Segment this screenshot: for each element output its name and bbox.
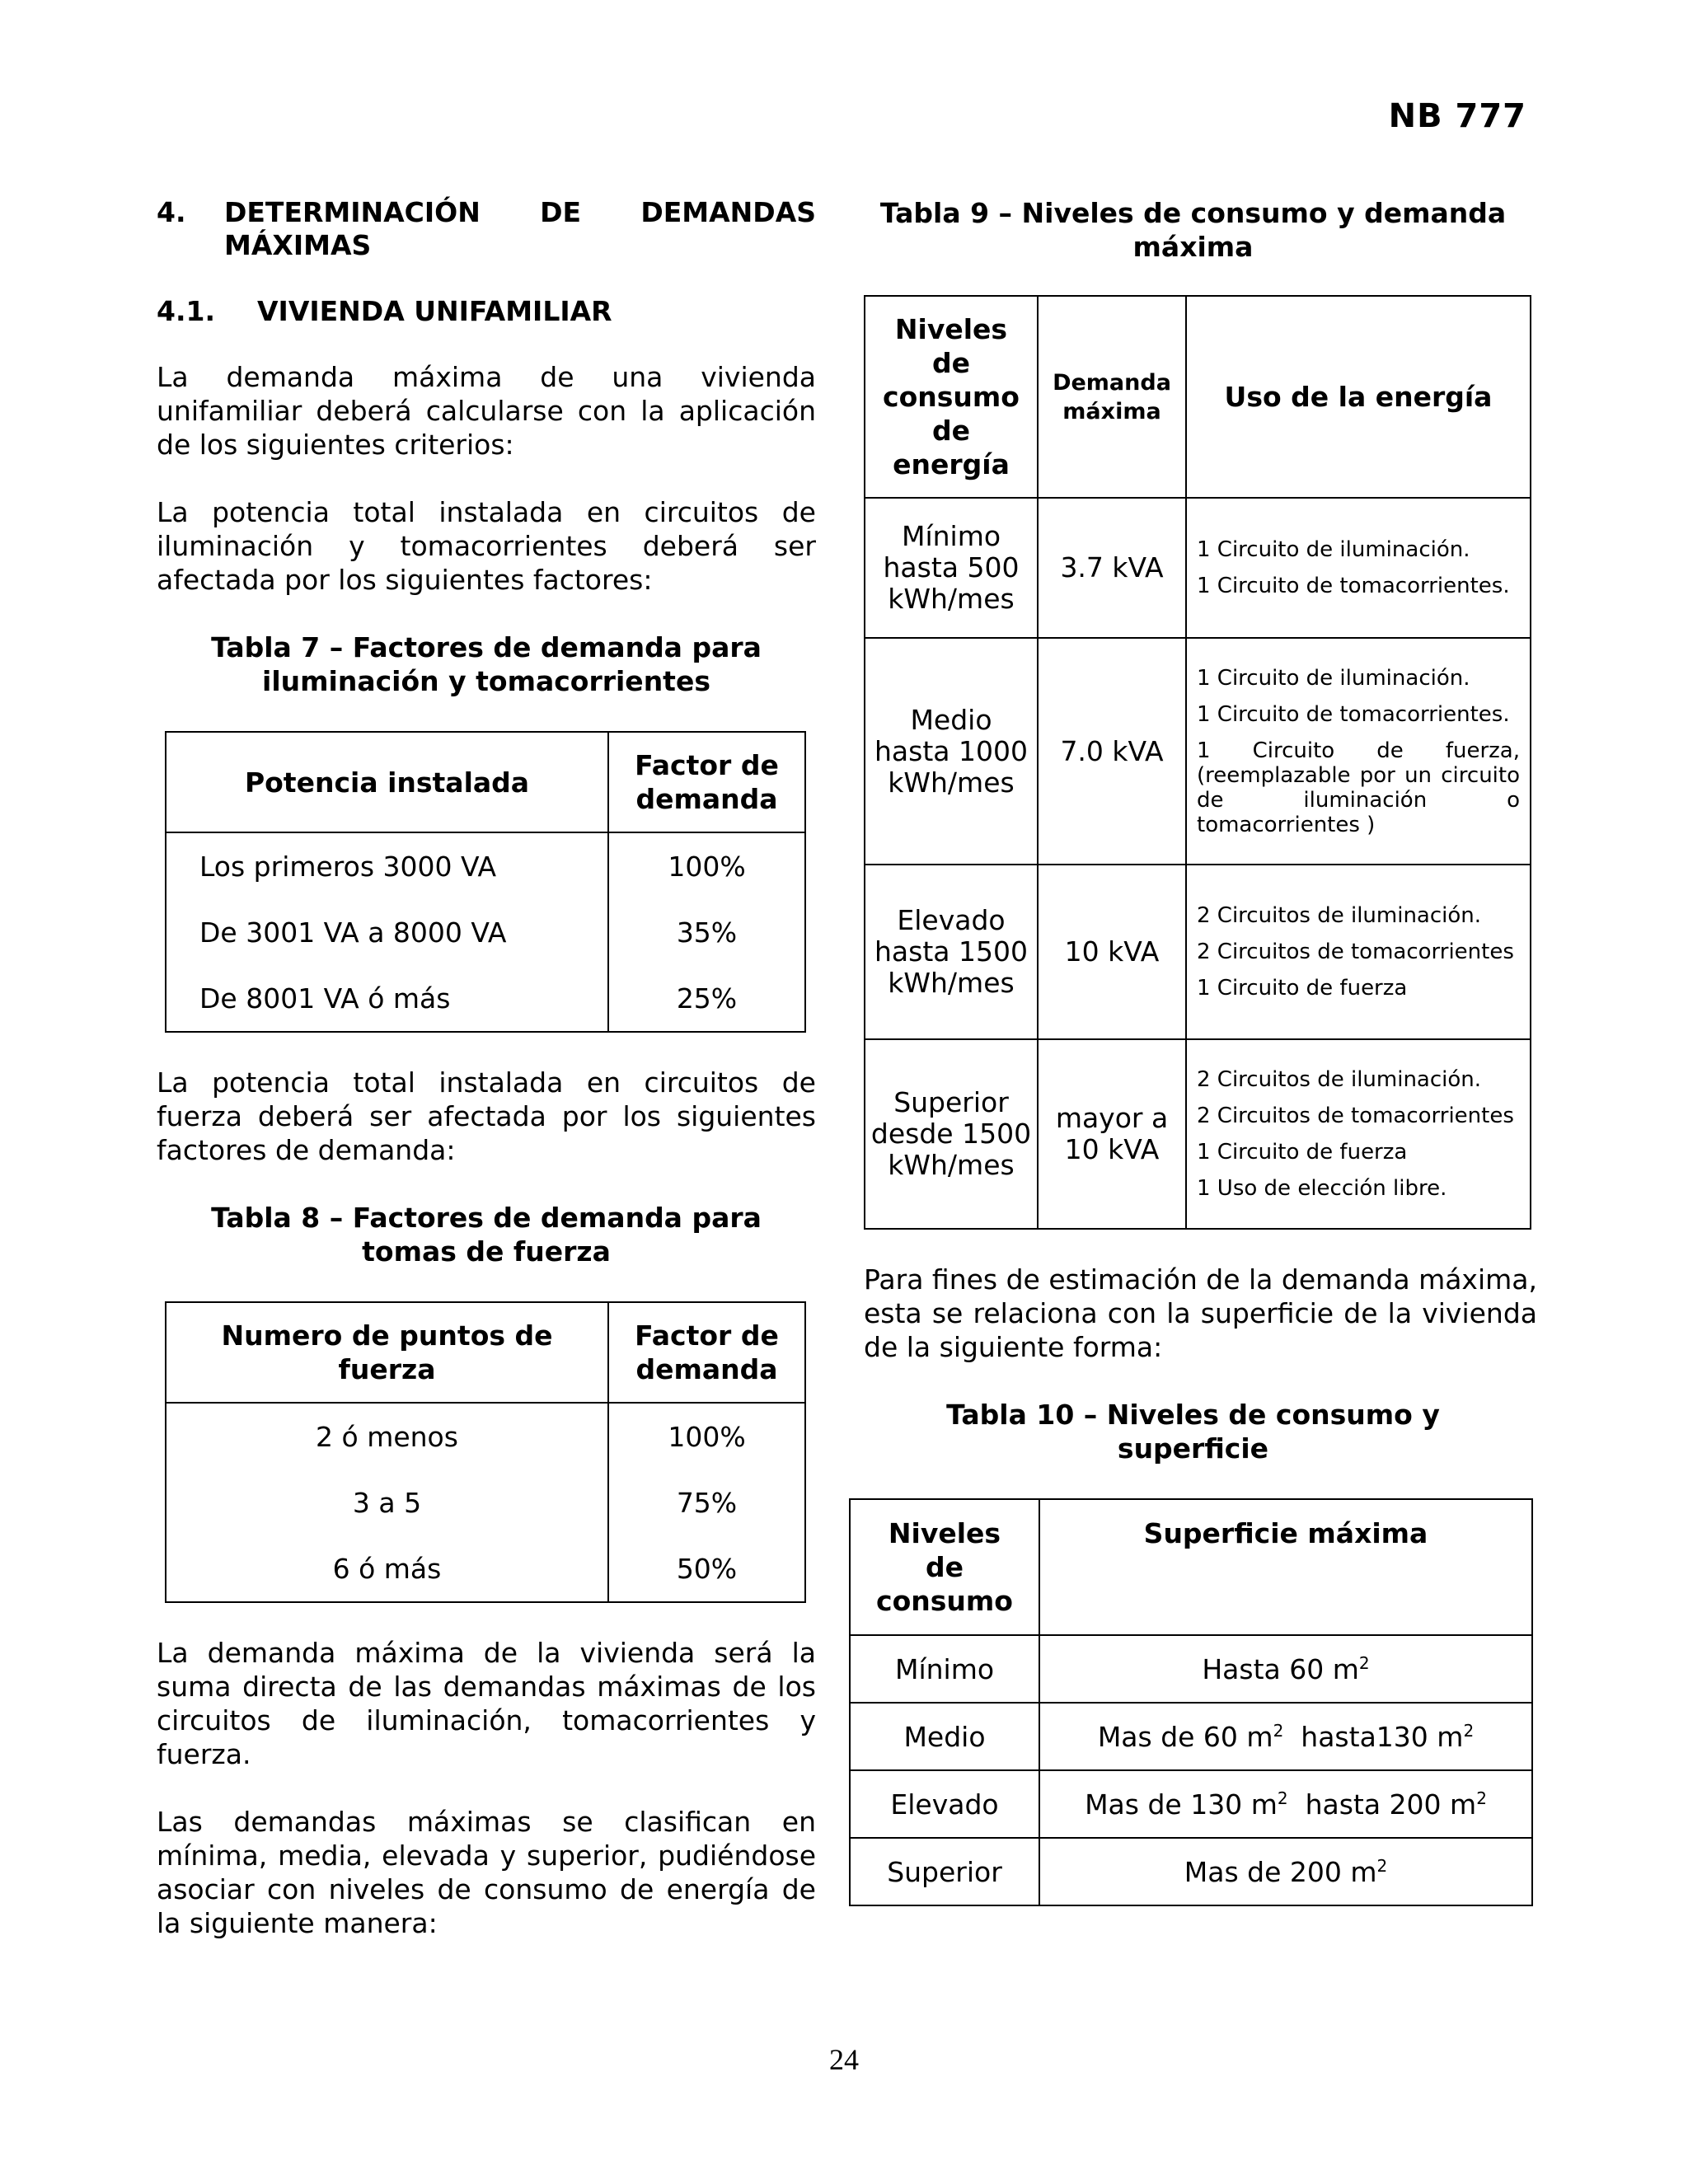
table-row (865, 638, 1531, 865)
cell-line: Superior (893, 1086, 1009, 1118)
table-row (850, 1838, 1532, 1905)
table-cell: 75% (608, 1469, 805, 1535)
paragraph: La potencia total instalada en circuitos de iluminación y tomacorrientes deberá ser afectada por los siguientes factores: (157, 496, 816, 596)
table-cell: Hasta 60 $m^2$ (1039, 1635, 1532, 1703)
table-row (166, 965, 805, 1032)
table-9 (864, 295, 1531, 1230)
header-cell (166, 1302, 608, 1403)
cell-line: kWh/mes (888, 967, 1015, 999)
table-cell (1038, 498, 1186, 638)
caption-line: Tabla 9 – Niveles de consumo y demanda (879, 197, 1507, 229)
table-9-caption (849, 196, 1537, 264)
section-number: 4. (157, 196, 186, 228)
table-header-row (166, 1302, 805, 1403)
table-cell (1186, 865, 1531, 1039)
table-cell: De 8001 VA ó más (166, 965, 608, 1032)
table-cell: Los primeros 3000 VA (166, 832, 608, 899)
cell-line: hasta 1500 (874, 935, 1028, 968)
table-cell: 35% (608, 899, 805, 965)
table-cell (1186, 1039, 1531, 1229)
table-cell: Mas de 130 $m^2$ hasta 200 $m^2$ (1039, 1770, 1532, 1838)
table-row (850, 1703, 1532, 1770)
table-header-row (166, 732, 805, 832)
section-title: DETERMINACIÓN DE DEMANDAS MÁXIMAS (224, 196, 816, 261)
table-cell: Superior (850, 1838, 1039, 1905)
table-row (166, 1535, 805, 1602)
caption-line: tomas de fuerza (362, 1235, 611, 1268)
cell-line: Medio (910, 703, 992, 736)
paragraph: Para fines de estimación de la demanda máxima, esta se relaciona con la superficie de la vivienda de la siguiente forma: (864, 1263, 1537, 1363)
table-7-caption (157, 630, 816, 698)
cell-line: Mínimo (901, 520, 1001, 552)
header-cell (608, 732, 805, 832)
section-4-heading (157, 196, 816, 262)
subsection-title: VIVIENDA UNIFAMILIAR (257, 295, 612, 327)
table-cell: 100% (608, 1403, 805, 1469)
header-line: fuerza (338, 1353, 436, 1385)
table-row (166, 832, 805, 899)
cell-line: 1 Circuito de fuerza (1197, 976, 1408, 1001)
cell-line: kWh/mes (888, 1149, 1015, 1181)
caption-line: Tabla 7 – Factores de demanda para (211, 631, 762, 663)
table-row (850, 1635, 1532, 1703)
cell-line: kWh/mes (888, 583, 1015, 615)
cell-line: hasta 1000 (874, 734, 1028, 767)
cell-line: 1 Circuito de tomacorrientes. (1197, 701, 1510, 727)
table-cell: 6 ó más (166, 1535, 608, 1602)
cell-line: hasta 500 (883, 551, 1020, 583)
table-7 (165, 731, 806, 1033)
header-line: Factor de (635, 749, 779, 781)
caption-line: máxima (1132, 231, 1254, 263)
cell-line: 1 Circuito de iluminación. (1197, 665, 1470, 691)
table-header-row (865, 296, 1531, 498)
table-cell: Mínimo (850, 1635, 1039, 1703)
table-cell: Mas de 60 $m^2$ hasta130 $m^2$ (1039, 1703, 1532, 1770)
cell-line: 2 Circuitos de iluminación. (1197, 1067, 1482, 1092)
header-cell (608, 1302, 805, 1403)
section-4-1-heading (157, 295, 816, 327)
header-cell (865, 296, 1038, 498)
header-line: Niveles (894, 313, 1008, 345)
table-cell (1186, 498, 1531, 638)
caption-line: Tabla 10 – Niveles de consumo y (946, 1399, 1440, 1431)
header-line: energía (893, 448, 1010, 480)
header-cell (850, 1499, 1039, 1635)
table-8-caption (157, 1201, 816, 1268)
table-cell (865, 865, 1038, 1039)
table-row (166, 1403, 805, 1469)
header-line: de (925, 1551, 964, 1583)
header-cell: Superficie máxima (1039, 1499, 1532, 1635)
caption-line: superficie (1117, 1432, 1269, 1465)
table-10-caption (849, 1398, 1537, 1465)
table-cell: 2 ó menos (166, 1403, 608, 1469)
table-row (865, 1039, 1531, 1229)
cell-line: 1 Circuito de iluminación. (1197, 537, 1470, 562)
cell-line: 10 kVA (1064, 935, 1160, 968)
cell-line: 1 Uso de elección libre. (1197, 1176, 1447, 1201)
table-row (865, 865, 1531, 1039)
caption-line: iluminación y tomacorrientes (262, 665, 710, 697)
caption-line: Tabla 8 – Factores de demanda para (211, 1202, 762, 1234)
header-line: demanda (635, 1353, 778, 1385)
header-line: de (931, 347, 970, 379)
header-line: Demanda (1053, 369, 1171, 396)
cell-line: mayor a (1055, 1102, 1169, 1134)
table-row (166, 1469, 805, 1535)
cell-line: 1 Circuito de tomacorrientes. (1197, 574, 1510, 598)
table-cell: 50% (608, 1535, 805, 1602)
header-line: demanda (635, 783, 778, 815)
table-cell: 3 a 5 (166, 1469, 608, 1535)
table-cell (1038, 638, 1186, 865)
table-8 (165, 1301, 806, 1603)
cell-line: Elevado (897, 904, 1006, 936)
table-cell (1038, 1039, 1186, 1229)
header-cell: Uso de la energía (1186, 296, 1531, 498)
cell-line: 1 Circuito de fuerza (1197, 1140, 1408, 1165)
right-column (849, 196, 1537, 1906)
table-cell: 100% (608, 832, 805, 899)
left-column (157, 196, 816, 1940)
table-row (166, 899, 805, 965)
cell-line: kWh/mes (888, 766, 1015, 799)
cell-line: 2 Circuitos de tomacorrientes (1197, 1104, 1514, 1128)
cell-line: desde 1500 (870, 1118, 1032, 1150)
cell-line: 2 Circuitos de iluminación. (1197, 903, 1482, 928)
header-line: consumo (876, 1585, 1013, 1617)
paragraph: La demanda máxima de la vivienda será la suma directa de las demandas máximas de los circuitos de iluminación, tomacorrientes y fuerza. (157, 1637, 816, 1770)
paragraph: La potencia total instalada en circuitos de fuerza deberá ser afectada por los siguientes factores de demanda: (157, 1066, 816, 1166)
table-10 (849, 1498, 1533, 1906)
header-line: Niveles (888, 1517, 1001, 1549)
paragraph: La demanda máxima de una vivienda unifamiliar deberá calcularse con la aplicación de los siguientes criterios: (157, 361, 816, 461)
header-cell: Potencia instalada (166, 732, 608, 832)
paragraph: Las demandas máximas se clasifican en mínima, media, elevada y superior, pudiéndose asociar con niveles de consumo de energía de la siguiente manera: (157, 1806, 816, 1939)
header-line: de (931, 415, 970, 447)
cell-line: 7.0 kVA (1060, 734, 1164, 767)
cell-line: 1 Circuito de fuerza, (reemplazable por un circuito de iluminación o tomacorrientes ) (1197, 738, 1520, 837)
header-cell (1038, 296, 1186, 498)
subsection-number: 4.1. (157, 295, 215, 327)
table-cell: Medio (850, 1703, 1039, 1770)
table-row (850, 1770, 1532, 1838)
table-cell: 25% (608, 965, 805, 1032)
table-cell: Mas de 200 $m^2$ (1039, 1838, 1532, 1905)
table-cell: Elevado (850, 1770, 1039, 1838)
table-header-row (850, 1499, 1532, 1635)
table-cell (1186, 638, 1531, 865)
table-row (865, 498, 1531, 638)
cell-line: 10 kVA (1064, 1133, 1160, 1165)
document-code: NB 777 (1388, 97, 1526, 135)
table-cell (865, 1039, 1038, 1229)
table-cell (865, 638, 1038, 865)
table-cell (865, 498, 1038, 638)
table-cell: De 3001 VA a 8000 VA (166, 899, 608, 965)
header-line: Numero de puntos de (221, 1319, 553, 1352)
table-cell (1038, 865, 1186, 1039)
header-line: máxima (1062, 398, 1161, 424)
header-line: Factor de (635, 1319, 779, 1352)
header-line: consumo (883, 381, 1020, 413)
cell-line: 3.7 kVA (1060, 551, 1164, 583)
page-number: 24 (829, 2043, 859, 2076)
cell-line: 2 Circuitos de tomacorrientes (1197, 940, 1514, 964)
